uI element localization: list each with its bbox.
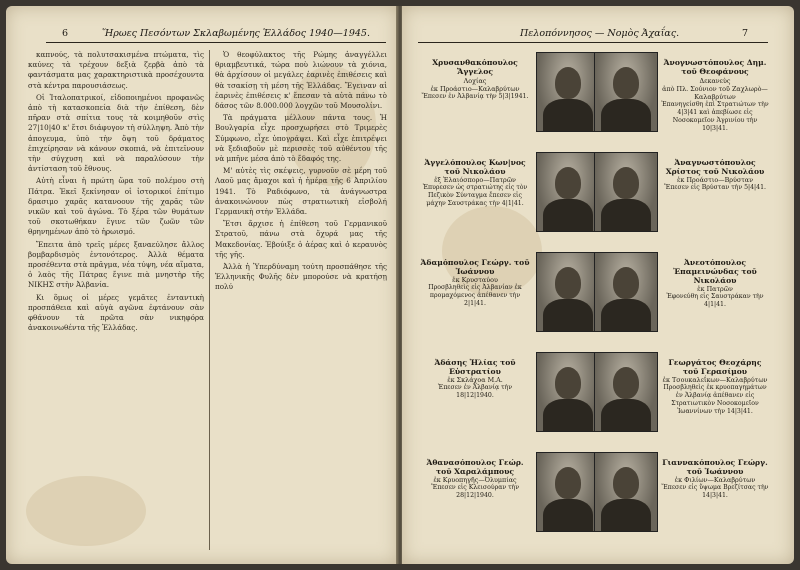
paragraph: καπνούς, τὰ πολυτσακισμένα πτώματα, τὶς καύνες τὰ τρέχουν δεξιὰ ζερβὰ ἀπὸ τὰ φαντάσματα μας χαρακτηριστικὰ προσέχουντα στὰ κέντρα παρουσιάσεως. (28, 50, 204, 90)
soldier-origin: ἐκ Κρυσταύου (452, 276, 498, 284)
memorial-entry (420, 58, 530, 101)
soldier-death: Ἐπεσεν ἐν Ἀλβανίᾳ τὴν 18|12|1940. (437, 384, 513, 399)
memorial-row (402, 448, 794, 534)
soldier-origin: ἐκ Φιλίων—Καλαβρύτων (674, 476, 756, 484)
soldier-death: Ἐπυρεσεν ὡς στρατιώτης εἰς τὸν Πεζικὸν Σύνταγμα ἔπεσεν εἰς μάχην Σαυστράκας τὴν 4|1|41. (422, 184, 528, 207)
left-page-number: 6 (62, 28, 69, 39)
soldier-photo (536, 152, 600, 232)
memorial-row (402, 248, 794, 334)
paragraph: Κι ὅμως οἱ μέρες γεμᾶτες ἐνταντικὴ προσπάθεια καὶ αὐγὰ αγῶνα ἐφτάνουν σὰν φθάνουν τὰ πρῶτα σὰν νικηφόρα ἀνακοινωθέντα τῆς Ἑλλάδας. (28, 292, 204, 333)
memorial-entry (660, 258, 770, 309)
soldier-origin: ἐκ Προάστιο—Βρύσταν (676, 176, 754, 184)
soldier-name: Γεωργάτος Θεοχάρης τοῦ Γερασίμου (668, 358, 762, 376)
left-page (6, 6, 398, 564)
paragraph: Ὁ θεοφύλακτος τῆς Ρώμης ἀναγγέλλει θριαμβευτικά, τώρα ποὺ λιώνουν τὰ χιόνια, θὰ ἀρχίσουν οἱ μεγάλες ἐαρινὲς ἐπιθέσεις καὶ θὰ τσακίσῃ τὴ μέση τῆς Ἑλλάδας. Ἔγειναν αἱ ἐαρινὲς ἐπιθέσεις κ' ἔπεσαν τὰ αὐτὰ πάνω τὸ δάσος τῶν 8.000.000 λογχῶν τοῦ Μουσολίνι. (215, 50, 387, 111)
right-page-number: 7 (742, 28, 749, 39)
soldier-death: Ἐφονεύθη εἰς Σαυστράκαν τὴν 4|1|41. (666, 293, 764, 308)
soldier-rank: Δεκανεὺς (699, 77, 731, 85)
right-page-header: Πελοπόννησος — Νομὸς Ἀχαΐας. (520, 28, 680, 39)
soldier-name: Ἀγγελόπουλος Κων|νος τοῦ Νικολάου (424, 158, 526, 176)
soldier-death: Προσβληθεὶς εἰς Ἀλβανίαν ἐκ προμαχόμενος ἀπέθανεν τὴν 2|1|41. (428, 284, 522, 307)
soldier-photo (536, 52, 600, 132)
soldier-photo (594, 352, 658, 432)
paragraph: Τὰ πράγματα μέλλουν πάντα τους. Ἡ Βουλγαρία εἶχε προσχωρήσει στὸ Τριμερὲς Σύμφωνο, εἶχε ὑπογράψει. Καὶ εἶχε ἐπιτρέψει νὰ ξεδιαβοῦν μὲ περισσὲς τοῦ αὐθέντου τῆς νὰ μπῆνε μέσα ἀπὸ τὸ ἔδαφός της. (215, 113, 387, 164)
left-page-header: Ἥρωες Πεσόντων Σκλαβωμένης Ἑλλάδος 1940—1945. (102, 28, 370, 39)
soldier-name: Γιαννακόπουλος Γεώργ. τοῦ Ἰωάννου (662, 458, 768, 476)
soldier-origin: ἀπὸ Πλ. Σούνιον τοῦ Ζαχλωρὸ—Καλαβρύτων (662, 85, 768, 101)
soldier-origin: ἐξ Ἐλαιόσπορο—Πατρῶν (434, 176, 516, 184)
soldier-name: Χρυσανθακόπουλος Ἄγγελος (432, 58, 518, 76)
soldier-name: Ἀνεοτόπουλος Ἐπαμεινώνδας τοῦ Νικολάου (673, 258, 757, 285)
soldier-death: Ἐπανηγείσθη ἐπὶ Στρατιώτων τὴν 4|3|41 καὶ ἀπεβίωσε εἰς Νοσοκομεῖον Ἀγρινίου τὴν 10|3|41. (661, 101, 769, 132)
soldier-rank: Λοχίας (463, 77, 487, 85)
memorial-entry (420, 458, 530, 500)
paragraph: Οἱ Ἰταλοπατρικοί, εἰδοποιημένοι προφανῶς ἀπὸ τὴ κατασκοπεία διὰ τὴν ἐπίθεση, δὲν πῆραν στὰ σπίτια τους τὰ κοιμηθοῦν στὶς 27|10|40 κ' ἔτσι διάφυγον τὴ σύλληψη. Ἀπὸ τὴν ἀπογευμα, ὑπὸ τὴν ὄψη τοῦ δράματος ἐπιχείρησαν νὰ κάνουν σκοπιά, νὰ ἐπιτεῖνουν τὴν σύγχυση καὶ νὰ παραλύσουν τὴν ἀντίσταση τοῦ ἔθνους. (28, 92, 204, 174)
paragraph: Αὐτὴ εἶναι ἡ πρώτη ὥρα τοῦ πολέμου στὴ Πάτρα. Ἐκεῖ ξεκίνησαν οἱ ἰστορικοί ἐπίτιμο δρασιμο χαρᾶς κατανοουν τῆς χαρᾶς τῶν νικῶν καὶ τοῦ ἀγώνα. Τὸ ξέρα τῶν θυμάτων τοῦ σκοτωθήκαν ἔγινε τῶν ζωῶν τῶν θρηνημένων ἀπὸ τὸ ἡρωισμό. (28, 176, 204, 237)
soldier-photo (594, 52, 658, 132)
soldier-photo (536, 352, 600, 432)
soldier-death: Ἔπεσεν εἰς Βρύσταν τὴν 5|4|41. (664, 184, 766, 191)
soldier-name: Ἀνογνωστόπουλος Δημ. τοῦ Θεοφάνους (663, 58, 767, 76)
memorial-entry (660, 158, 770, 192)
memorial-entry (420, 258, 530, 308)
memorial-row (402, 348, 794, 434)
right-page (402, 6, 794, 564)
soldier-name: Ἀδαμόπουλος Γεώργ. τοῦ Ἰωάννου (420, 258, 530, 276)
soldier-name: Ἀναγνωστόπουλος Χρίστος τοῦ Νικολάου (665, 158, 765, 176)
soldier-death: Ἔπεσεν εἰς Κλεισούραν τὴν 28|12|1940. (430, 484, 520, 499)
memorial-entry (660, 458, 770, 500)
left-column-1 (28, 50, 204, 335)
paragraph: Ἔπειτα ἀπὸ τρεῖς μέρες ξαναεύλησε ἄλλος βομβαρδισμὸς ἐντονότερος. Ἀλλὰ θέματα προσέθεντα στὰ πρᾶγμα, νέα τύψη, νέα αἵματα, ὁ λαὸς τῆς Πάτρας ἔγινε πιὰ μνηστὴρ τῆς ΝΙΚΗΣ στὴν Ἀλβανία. (28, 239, 204, 290)
soldier-photo (594, 152, 658, 232)
soldier-photo (536, 452, 600, 532)
paragraph: Ἀλλὰ ἡ Ὑπερδύναμη τούτη προσπάθησε τῆς Ἑλληνικῆς Φυλῆς δὲν μπορούσε νὰ κρατήσῃ πολύ (215, 262, 387, 292)
memorial-entry (420, 358, 530, 400)
soldier-name: Ἀθανασόπουλος Γεώρ. τοῦ Χαραλάμπους (426, 458, 524, 476)
soldier-death: Ἔπεσεν εἰς ὕψωμα Βρεζίτσας τὴν 14|3|41. (661, 484, 769, 499)
soldier-origin: ἐκ Τσουκαλεΐκων—Καλαβρύτων (662, 376, 768, 384)
memorial-row (402, 148, 794, 234)
soldier-photo (594, 252, 658, 332)
paragraph: Μ' αὐτὲς τὶς σκέψεις, γυρνοῦν σὲ μέρη τοῦ Λαοῦ μας ἄμαχοι καὶ ἡ ἡμέρα τῆς 6 Ἀπριλίου 1941. Τὸ Ραδιόφωνο, τὰ ἀνάγνωστρα ἀνακοινώνουν πὼς στρατιωτικὴ εἰσβολή Γερμανικὴ στὴν Ἑλλάδα. (215, 166, 387, 217)
memorial-entry (660, 58, 770, 133)
header-rule (418, 42, 768, 43)
soldier-death: Προσβληθεὶς ἐκ κρυοπαγημάτων ἐν Ἀλβανίᾳ ἀπέθανεν εἰς Στρατιωτικὸν Νοσοκομεῖον Ἰωαννίνων τὴν 14|3|41. (663, 384, 767, 415)
soldier-photo (536, 252, 600, 332)
memorial-entry (660, 358, 770, 416)
header-rule (46, 42, 386, 43)
paragraph: Ἔτσι ἄρχισε ἡ ἐπίθεση τοῦ Γερμανικοῦ Στρατοῦ, πάνω στὰ ὄχυρά μας τῆς Μακεδονίας. Ἐβούιξε ὁ ἀέρας καὶ ὁ κεραυνὸς τῆς γῆς. (215, 219, 387, 259)
soldier-name: Ἀδάσης Ἠλίας τοῦ Εὐστρατίου (434, 358, 516, 376)
column-divider (209, 50, 210, 550)
soldier-origin: ἐκ Προάστιο—Καλαβρύτων (430, 85, 520, 93)
soldier-death: Ἔπεσεν ἐν Ἀλβανίᾳ τὴν 5|3|1941. (421, 93, 529, 100)
soldier-origin: ἐκ Κρυοπηγῆς—Ὀλυμπίας (433, 476, 517, 484)
memorial-row (402, 48, 794, 134)
soldier-photo (594, 452, 658, 532)
memorial-entry (420, 158, 530, 208)
soldier-origin: ἐκ Σκλάχοα Μ.Α. (447, 376, 503, 384)
soldier-origin: ἐκ Πατρῶν (697, 285, 733, 293)
left-column-2 (215, 50, 387, 295)
